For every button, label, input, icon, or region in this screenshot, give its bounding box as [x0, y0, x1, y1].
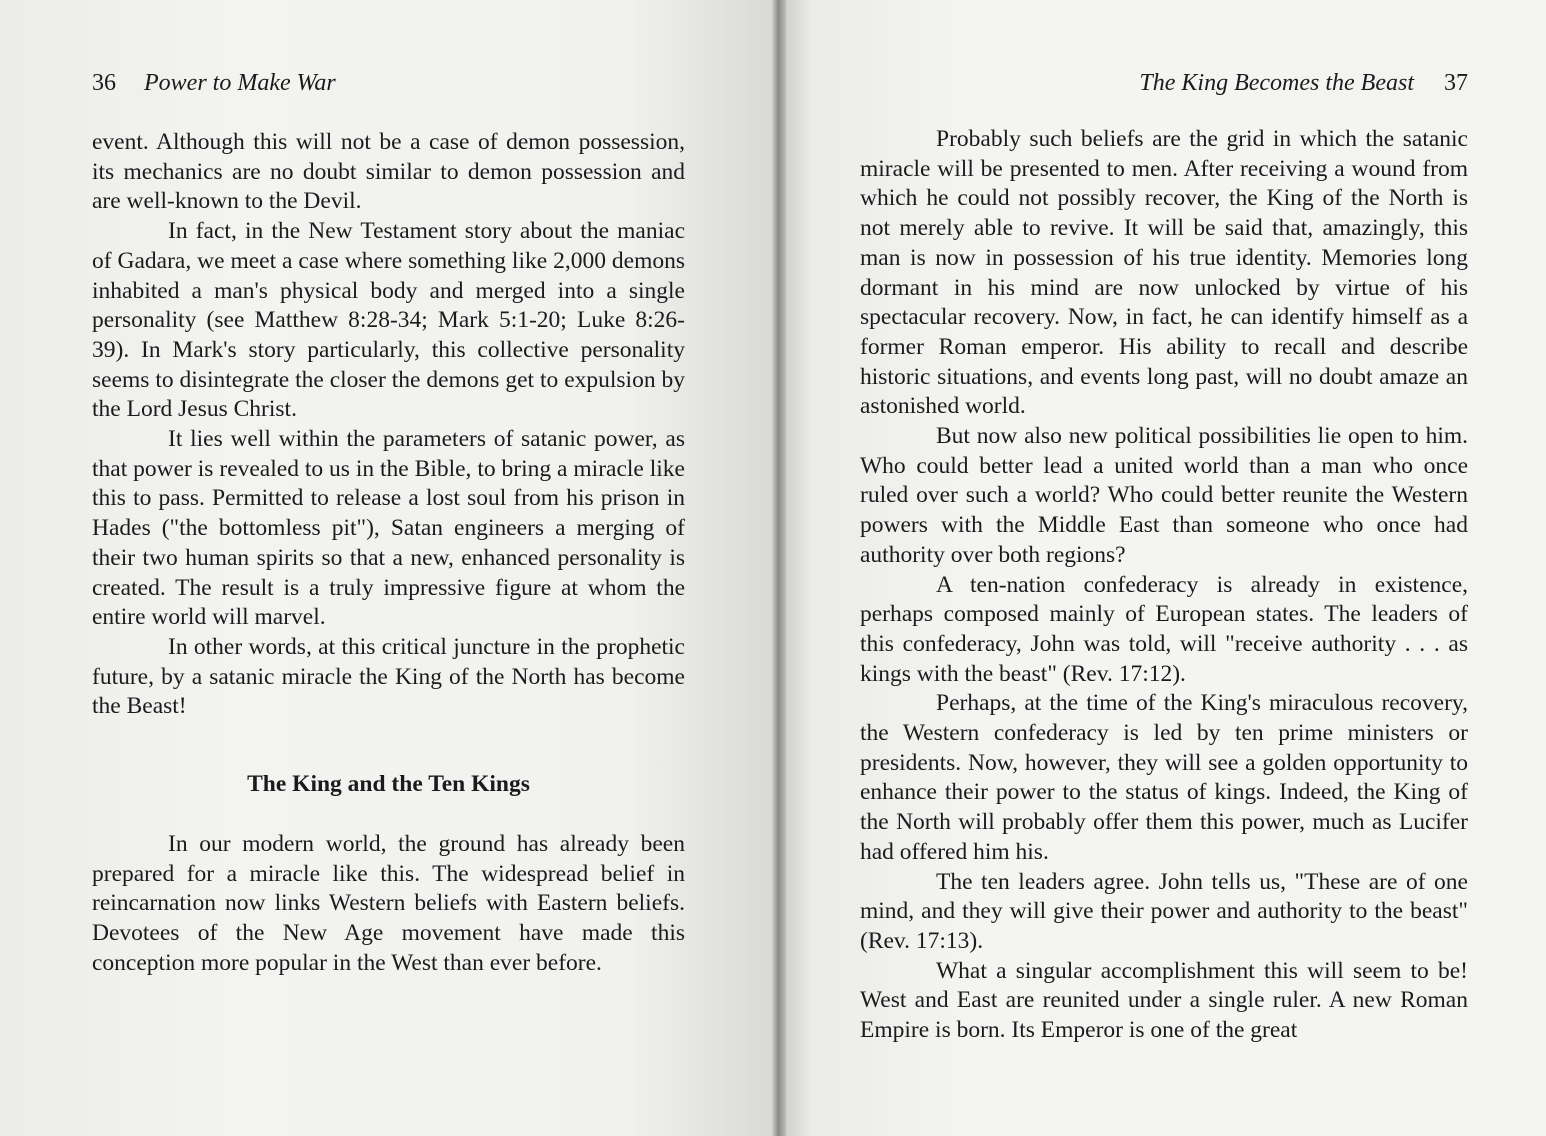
- right-page-body: [860, 125, 1468, 1046]
- paragraph: A ten-nation confederacy is already in existence, perhaps composed mainly of European states. The leaders of this confederacy, John was told, will "receive authority . . . as kings with the beast" (Rev. 17:12).: [860, 571, 1468, 687]
- right-running-header: [1139, 66, 1468, 100]
- right-page-number: 37: [1444, 70, 1468, 96]
- paragraph: event. Although this will not be a case of demon possession, its mechanics are no doubt similar to demon possession and are well-known to the Devil.: [92, 129, 685, 215]
- paragraph: In other words, at this critical juncture in the prophetic future, by a satanic miracle the King of the North has become the Beast!: [92, 633, 685, 720]
- paragraph: The ten leaders agree. John tells us, "These are of one mind, and they will give their power and authority to the beast" (Rev. 17:13).: [860, 868, 1468, 954]
- right-page: [780, 0, 1546, 1136]
- section-heading: The King and the Ten Kings: [247, 771, 530, 798]
- left-page-body: [92, 128, 685, 979]
- paragraph: Perhaps, at the time of the King's miraculous recovery, the Western confederacy is led by ten prime ministers or presidents. Now, however, they will see a golden opportunity to enhance their power to the status of kings. Indeed, the King of the North will probably offer them this power, much as Lucifer had offered him his.: [860, 690, 1468, 865]
- paragraph: It lies well within the parameters of satanic power, as that power is revealed to us in the Bible, to bring a miracle like this to pass. Permitted to release a lost soul from his prison in Hades ("the bottomless pit"), Satan engineers a merging of their two human spirits so that a new, enhanced personality is created. The result is a truly impressive figure at whom the entire world will marvel.: [92, 426, 685, 631]
- paragraph: Probably such beliefs are the grid in which the satanic miracle will be presented to men. After receiving a wound from which he could not possibly recover, the King of the North is not merely able to revive. It will be said that, amazingly, this man is now in possession of his true identity. Memories long dormant in his mind are now unlocked by virtue of his spectacular recovery. Now, in fact, he can identify himself as a former Roman emperor. His ability to recall and describe historic situations, and events long past, will no doubt amaze an astonished world.: [860, 126, 1468, 420]
- paragraph: But now also new political possibilities lie open to him. Who could better lead a united world than a man who once ruled over such a world? Who could better reunite the Western powers with the Middle East than someone who once had authority over both regions?: [860, 423, 1468, 568]
- paragraph: In fact, in the New Testament story about the maniac of Gadara, we meet a case where something like 2,000 demons inhabited a man's physical body and merged into a single personality (see Matthew 8:28-34; Mark 5:1-20; Luke 8:26-39). In Mark's story particularly, this collective personality seems to disintegrate the closer the demons get to expulsion by the Lord Jesus Christ.: [92, 218, 685, 423]
- left-running-header: [92, 66, 336, 100]
- paragraph: In our modern world, the ground has already been prepared for a miracle like this. The widespread belief in reincarnation now links Western beliefs with Eastern beliefs. Devotees of the New Age movement have made this conception more popular in the West than ever before.: [92, 831, 685, 976]
- left-running-head-title: Power to Make War: [144, 70, 336, 96]
- book-gutter: [772, 0, 786, 1136]
- right-running-head-title: The King Becomes the Beast: [1139, 70, 1414, 96]
- left-page-number: 36: [92, 70, 116, 96]
- paragraph: What a singular accomplishment this will seem to be! West and East are reunited under a single ruler. A new Roman Empire is born. Its Emperor is one of the great: [860, 957, 1468, 1044]
